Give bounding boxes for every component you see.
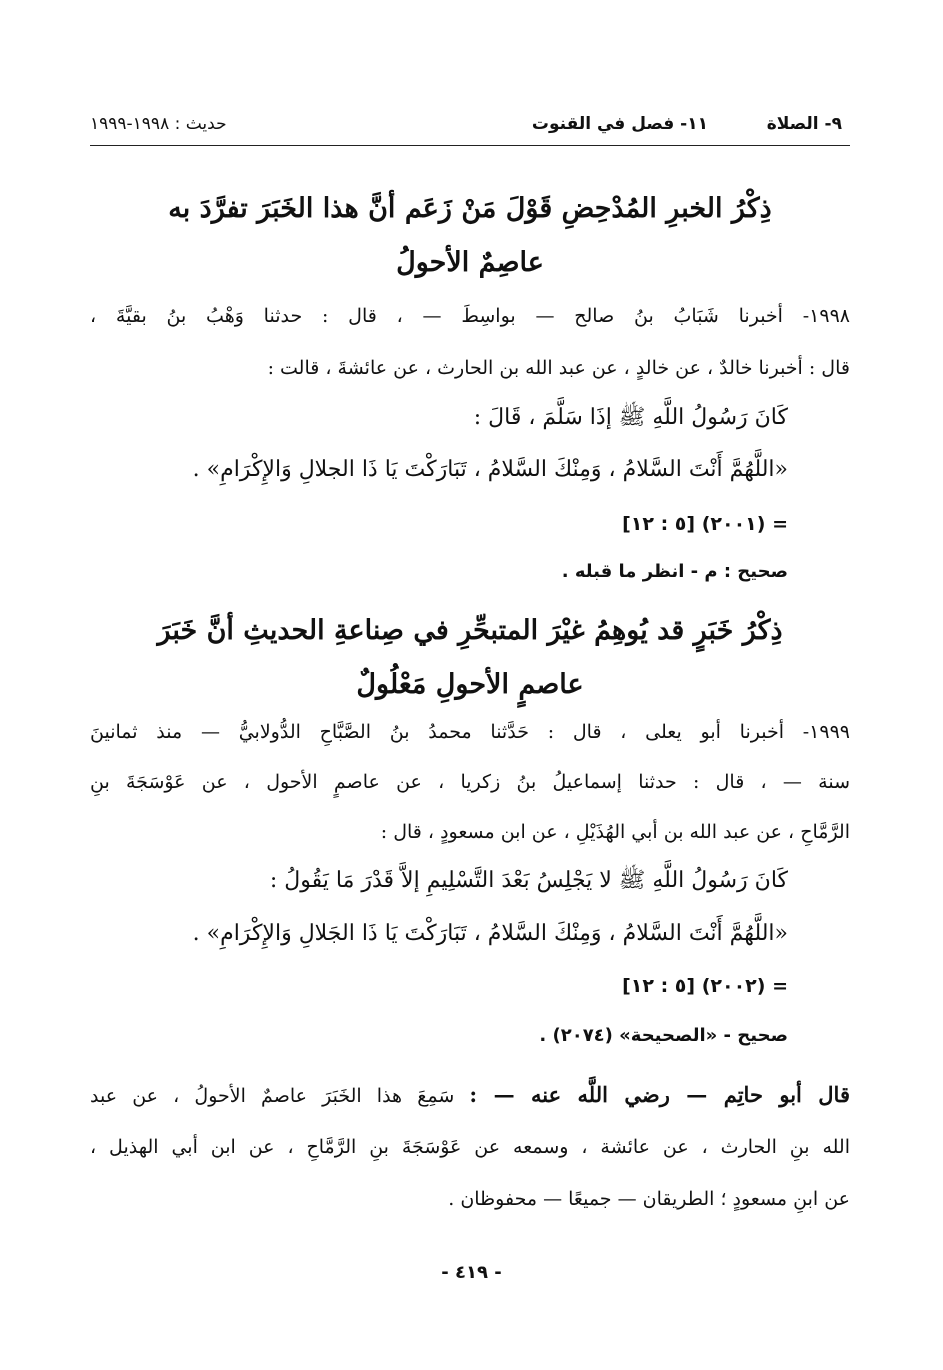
note-line1 <box>90 1074 850 1126</box>
hadith-1999-line1: ١٩٩٩- أخبرنا أبو يعلى ، قال : حَدَّثنا محمدُ بنُ الصَّبَّاحِ الدُّولابيُّ — منذ ثمانينَ <box>90 721 850 743</box>
hadith-1999-quote-line2: «اللَّهُمَّ أَنْتَ السَّلامُ ، وَمِنْكَ السَّلامُ ، تَبَارَكْتَ يَا ذَا الجَلالِ وَالإِكْرَامِ» . <box>192 921 788 946</box>
hadith-1998-reference: = (٢٠٠١) [٥ : ١٢] <box>622 513 788 535</box>
hadith-1998-quote-line1: كَانَ رَسُولُ اللَّهِ ﷺ إذَا سَلَّمَ ، قَالَ : <box>473 405 788 430</box>
chapter-title: ٩- الصلاة <box>766 114 842 134</box>
note-line1-text: سَمِعَ هذا الخَبَرَ عاصمٌ الأحولُ ، عن عبد <box>90 1085 455 1107</box>
section2-title-line2: عاصمٍ الأحولِ مَعْلُولٌ <box>356 669 584 700</box>
hadith-1998-line1: ١٩٩٨- أخبرنا شَبَابُ بنُ صالح — بواسِطَ — ، قال : حدثنا وَهْبُ بنُ بقيَّةَ ، <box>90 305 850 327</box>
section1-title-line2: عاصِمٌ الأحولُ <box>396 247 544 278</box>
hadith-1999-quote-line1: كَانَ رَسُولُ اللَّهِ ﷺ لا يَجْلِسُ بَعْدَ التَّسْلِيمِ إلاَّ قَدْرَ مَا يَقُولُ : <box>269 868 788 893</box>
hadith-range: حديث : ١٩٩٨-١٩٩٩ <box>90 114 227 134</box>
hadith-1999 <box>90 712 850 1056</box>
header-divider <box>90 145 850 146</box>
section-title: ١١- فصل في القنوت <box>531 114 708 134</box>
note-lead: قال أبو حاتِم — رضي اللَّه عنه — : <box>469 1082 850 1107</box>
hadith-1998-grade: صحيح : م - انظر ما قبله . <box>561 561 788 582</box>
section2-heading <box>90 604 850 712</box>
running-header <box>90 106 850 142</box>
hadith-1998-quote-line2: «اللَّهُمَّ أَنْتَ السَّلامُ ، وَمِنْكَ السَّلامُ ، تَبَارَكْتَ يَا ذَا الجلالِ وَالإِكْرَامِ» . <box>192 457 788 482</box>
page-number: - ٤١٩ - <box>441 1262 502 1283</box>
section2-title-line1: ذِكْرُ خَبَرٍ قد يُوهِمُ غيْرَ المتبحِّرِ في صِناعةِ الحديثِ أنَّ خَبَرَ <box>157 615 783 646</box>
note-line2: الله بنِ الحارث ، عن عائشة ، وسمعه عن عَوْسَجَةَ بنِ الرَّمَّاحِ ، عن ابن أبي الهذيل ، <box>90 1136 850 1158</box>
hadith-1998 <box>90 296 850 592</box>
abu-hatim-note <box>90 1074 850 1226</box>
section1-heading <box>90 182 850 290</box>
hadith-1999-reference: = (٢٠٠٢) [٥ : ١٢] <box>622 975 788 997</box>
hadith-1999-line3: الرَّمَّاحِ ، عن عبد الله بن أبي الهُذَيْلِ ، عن ابن مسعودٍ ، قال : <box>380 821 850 843</box>
section1-title-line1: ذِكْرُ الخبرِ المُدْحِضِ قَوْلَ مَنْ زَعَم أنَّ هذا الخَبَرَ تفرَّدَ به <box>168 193 772 224</box>
hadith-1999-line2: سنة — ، قال : حدثنا إسماعيلُ بنُ زكريا ، عن عاصمٍ الأحول ، عن عَوْسَجَةَ بنِ <box>90 771 850 793</box>
hadith-1998-line2: قال : أخبرنا خالدٌ ، عن خالدٍ ، عن عبد الله بن الحارث ، عن عائشةَ ، قالت : <box>267 357 850 379</box>
hadith-1999-grade: صحيح - «الصحيحة» (٢٠٧٤) . <box>539 1025 788 1046</box>
note-line3: عن ابنِ مسعودٍ ؛ الطريقان — جميعًا — محفوظان . <box>448 1188 850 1210</box>
